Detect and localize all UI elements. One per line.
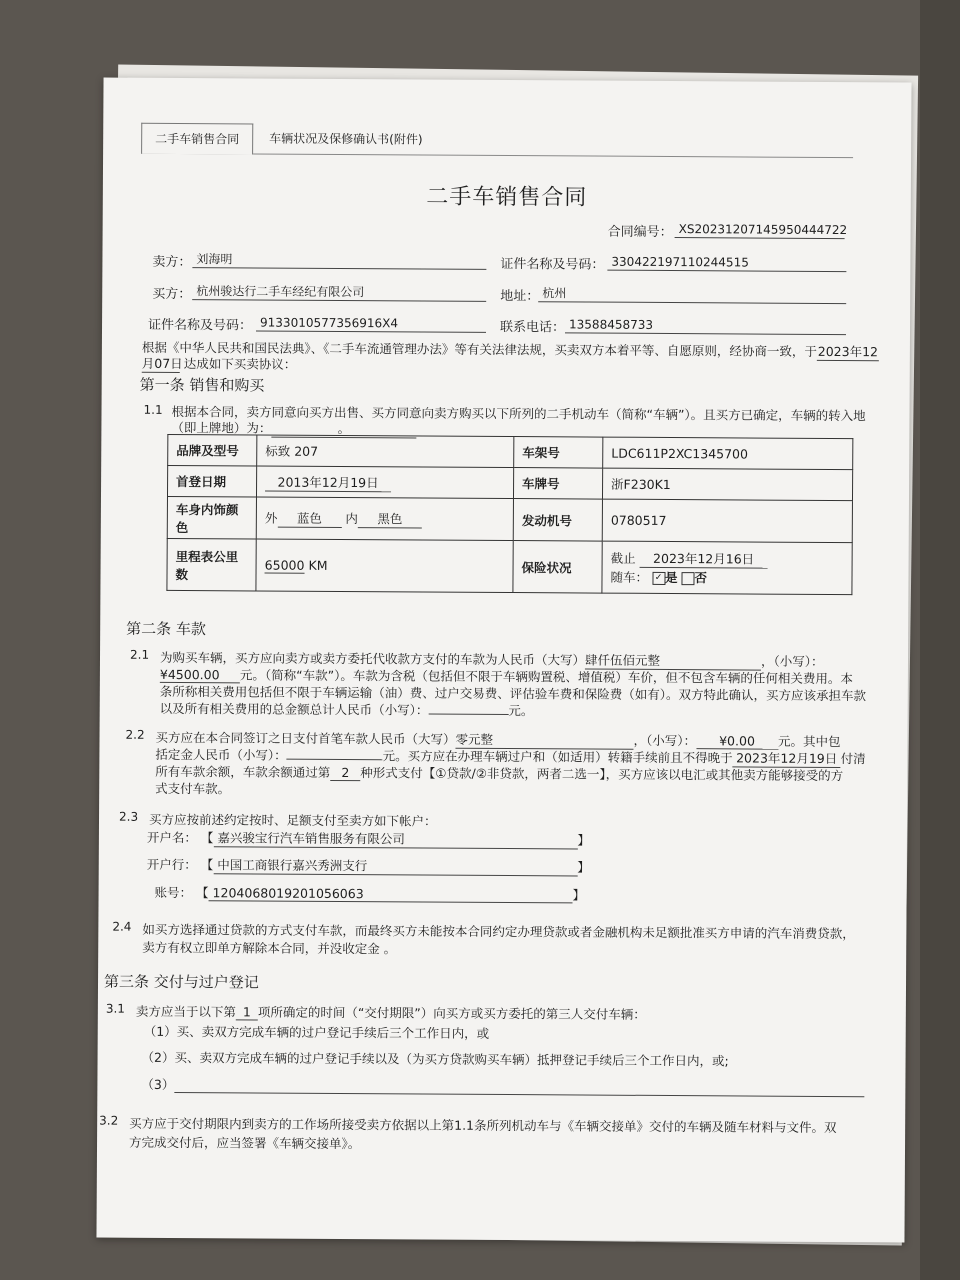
desk-background (920, 0, 960, 1280)
plate-value: 浙F230K1 (602, 468, 852, 501)
tab-vehicle-condition: 车辆状况及保修确认书(附件) (269, 131, 423, 147)
clause-2-4-line2: 卖方有权立即单方解除本合同，并没收定金 。 (142, 939, 397, 957)
color-label: 车身内饰颜色 (167, 496, 256, 539)
insurance-label: 保险状况 (513, 541, 602, 594)
checkbox-empty-icon (681, 572, 694, 585)
table-row (167, 538, 852, 594)
brand-value: 标致 207 (257, 435, 514, 468)
clause-3-1-num: 3.1 (105, 1001, 125, 1016)
brand-label: 品牌及型号 (168, 434, 257, 466)
phone: 13588458733 (565, 316, 846, 335)
clause-2-1-line4: 以及所有相关费用的总金额总计人民币（小写）： 元。 (159, 700, 534, 719)
contract-page (96, 78, 911, 1243)
clause-2-2-line2: 括定金人民币（小写）： 元。买方应在办理车辆过户和（如适用）转籍手续前且不得晚于 2023年12月19日 付清 (155, 746, 866, 767)
clause-1-1-line1: 根据本合同，卖方同意向买方出售、买方同意向卖方购买以下所列的二手机动车（简称“车辆”）。且买方已确定，车辆的转入地 (171, 403, 866, 424)
clause-2-1-line3: 条所称相关费用包括但不限于车辆运输（油）费、过户交易费、评估验车费和保险费（如有）。双方特此确认，买方应该承担车款 (159, 683, 867, 704)
clause-3-1-item1: （1）买、卖双方完成车辆的过户登记手续后三个工作日内，或 (143, 1023, 490, 1041)
plate-label: 车牌号 (513, 468, 602, 500)
preamble-line1: 根据《中华人民共和国民法典》、《二手车流通管理办法》等有关法律法规，买卖双方本着平等、自愿原则，经协商一致，于2023年12 (142, 338, 879, 362)
reg-date-cell (256, 466, 513, 499)
clause-3-2-line1: 买方应于交付期限内到卖方的工作场所接受卖方依据以上第1.1条所列机动车与《车辆交接单》交付的车辆及随车材料与文件。双 (129, 1115, 837, 1136)
bank-row: 开户行： 【 中国工商银行嘉兴秀洲支行 】 (146, 856, 590, 875)
vehicle-table (166, 434, 853, 595)
color-cell: 外 蓝色 内 黑色 (256, 497, 513, 541)
reg-date-value: 2013年12月19日 (265, 472, 391, 492)
clause-2-1-line1: 为购买车辆，买方应向卖方或卖方委托代收款方支付的车款为人民币（大写）肆仟伍佰元整 ，（小写）： (159, 649, 824, 669)
clause-2-4-num: 2.4 (112, 919, 132, 934)
tab-sales-contract: 二手车销售合同 (141, 123, 253, 155)
account-number: 1204068019201056063 (209, 885, 573, 903)
seller-id-label: 证件名称及号码： (500, 256, 605, 273)
section3-heading: 第三条 交付与过户登记 (103, 972, 259, 992)
bank-name-row: 开户名： 【 嘉兴骏宝行汽车销售服务有限公司 】 (146, 829, 590, 848)
clause-2-2-line4: 式支付车款。 (155, 780, 231, 797)
clause-2-4-line1: 如买方选择通过贷款的方式支付车款，而最终买方未能按本合同约定办理贷款或者金融机构未足额批准买方申请的汽车消费贷款， (142, 921, 855, 942)
seller-name: 刘海明 (192, 251, 486, 270)
clause-3-1-item2: （2）买、卖双方完成车辆的过户登记手续以及（为买方贷款购买车辆）抵押登记手续后三个工作日内，或; (141, 1049, 729, 1069)
seller-id: 330422197110244515 (607, 254, 846, 272)
buyer-id-label: 证件名称及号码： (147, 317, 253, 334)
clause-2-1-line2: ¥4500.00 元。（简称“车款”）。车款为含税（包括但不限于车辆购置税、增值税）车价，但不包含车辆的任何相关费用。本 (159, 666, 853, 687)
clause-1-1-num: 1.1 (143, 402, 163, 417)
engine-value: 0780517 (602, 499, 852, 543)
clause-3-2-num: 3.2 (99, 1113, 119, 1128)
clause-3-1-item3: （3） (141, 1075, 864, 1097)
seller-label: 卖方： (152, 254, 192, 271)
mileage-label: 里程表公里数 (167, 538, 256, 591)
address-label: 地址： (500, 288, 540, 305)
contract-no: XS20231207145950444722 (675, 221, 845, 239)
contract-no-label: 合同编号： (607, 224, 673, 241)
clause-2-1-num: 2.1 (129, 647, 150, 662)
color-exterior: 蓝色 (277, 509, 341, 528)
reg-date-label: 首登日期 (167, 465, 256, 497)
buyer-name: 杭州骏达行二手车经纪有限公司 (192, 283, 486, 302)
clause-3-2-line2: 方完成交付后，应当签署《车辆交接单》。 (129, 1134, 361, 1152)
preamble-line2: 月07日 达成如下买卖协议： (141, 355, 297, 372)
insurance-date: 2023年12月16日 (640, 549, 768, 569)
clause-3-1-line1: 卖方应当于以下第 1 项所确定的时间（“交付期限”）向买方或买方委托的第三人交付车辆： (135, 1003, 646, 1022)
vin-label: 车架号 (514, 437, 603, 469)
clause-2-2-num: 2.2 (125, 727, 145, 742)
account-row: 账号： 【 1204068019201056063 】 (154, 884, 586, 903)
clause-2-3-num: 2.3 (118, 809, 139, 824)
buyer-id: 9133010577356916X4 (256, 314, 486, 332)
mileage-cell: 65000 KM (256, 539, 513, 593)
vin-value: LDC611P2XC1345700 (603, 437, 853, 470)
table-row (167, 496, 852, 542)
insurance-cell: 截止 2023年12月16日 随车： ✓ 是 否 (602, 541, 852, 595)
section2-heading: 第二条 车款 (126, 619, 207, 639)
page-title: 二手车销售合同 (426, 184, 588, 211)
address: 杭州 (538, 285, 846, 304)
phone-label: 联系电话： (499, 319, 566, 336)
color-interior: 黑色 (358, 509, 422, 528)
table-row (167, 465, 852, 500)
buyer-label: 买方： (152, 286, 192, 303)
bank: 中国工商银行嘉兴秀洲支行 (213, 855, 577, 876)
clause-1-1-line2: （即上牌地）为： 。 (171, 418, 416, 438)
checkbox-checked-icon: ✓ (652, 572, 665, 585)
clause-2-2-line1: 买方应在本合同签订之日支付首笔车款人民币（大写）零元整 ，（小写）： ¥0.00 元。其中包 (155, 729, 841, 750)
section1-heading: 第一条 销售和购买 (139, 375, 265, 395)
bank-name: 嘉兴骏宝行汽车销售服务有限公司 (213, 828, 577, 849)
mileage-value: 65000 (264, 557, 305, 573)
clause-2-2-line3: 所有车款余额，车款余额通过第 2 种形式支付【①贷款/②非贷款，两者二选一】，买方应该以电汇或其他卖方能够接受的方 (155, 763, 844, 784)
engine-label: 发动机号 (513, 499, 602, 542)
tab-bar (141, 123, 853, 158)
clause-2-3-text: 买方应按前述约定按时、足额支付至卖方如下帐户： (148, 811, 437, 829)
table-row (168, 434, 853, 469)
